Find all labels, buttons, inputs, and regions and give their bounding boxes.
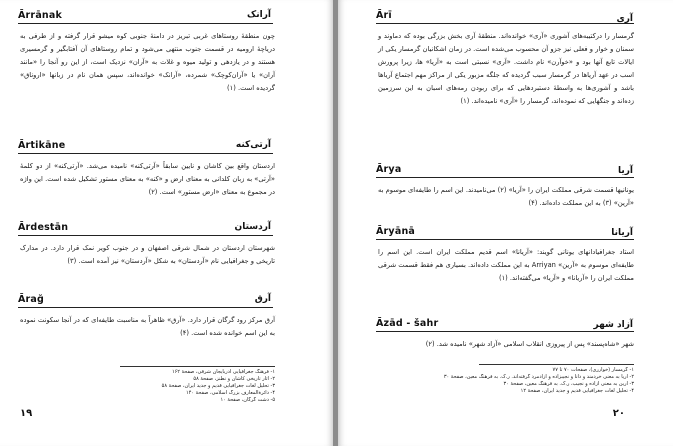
footnote: ۴- دائرةالمعارف بزرگ اسلامی، صفحهٔ ۱۴۰: [186, 390, 275, 396]
entry-heading: [0, 294, 333, 314]
entry-text: یونانیها قسمت شرقی مملکت ایران را «آریا» (۲) می‌نامیدند. این اسم را طایفه‌ای موسوم به «آرین» (۳) به این مملکت داده‌اند. (۴): [378, 186, 634, 207]
footnote: ۵- دشت گرگان، صفحهٔ ۱۰: [220, 397, 275, 403]
footnote: ۳- تحلیل لغات جغرافیایی قدیم و جدید ایران، صفحهٔ ۵۸: [161, 383, 275, 389]
entry-heading: [0, 140, 333, 160]
footnote: ۴- تحلیل لغات جغرافیایی قدیم و جدید ایران، صفحهٔ ۱۲: [520, 388, 634, 394]
page-number: ۱۹: [20, 408, 33, 419]
entry-heading: [338, 226, 673, 246]
entry-persian-title: آرتی‌کنه: [235, 140, 271, 150]
left-page: [0, 0, 333, 446]
page-number: ۲۰: [612, 408, 625, 419]
footnote: ۳- آرین به معنی آزاده و نجیب، ر.ک. به فرهنگ معین، صفحهٔ ۳۰: [503, 381, 634, 387]
entry-latin-title: Ārtikāne: [18, 140, 66, 151]
footnote-rule: [120, 366, 275, 367]
heading-rule: [376, 23, 634, 24]
heading-rule: [18, 153, 273, 154]
entry-latin-title: Ārağ: [18, 294, 45, 305]
heading-rule: [18, 23, 273, 24]
entry-text: اردستان واقع بین کاشان و نایین سابقاً «آرتی‌کنه» نامیده می‌شد. «آرتی‌کنه» از دو کلمهٔ «آرتی» به زبان کلدانی به معنای ارض و «کنه» به معنای مستور تشکیل شده است. این واژه در مجموع به معنای «ارض مستور» است. (۲): [20, 162, 275, 196]
entry-latin-title: Ārya: [376, 164, 402, 175]
entry-persian-title: آریا: [617, 166, 633, 176]
entry-heading: [338, 164, 673, 184]
entry-latin-title: Ārdestān: [18, 222, 69, 233]
footnote: ۲- آریا به معنی خردمند و دانا و نجیبزاده و آزادمرد گرفته‌اند. ر.ک. به فرهنگ معین، صفحهٔ ۳۰: [443, 374, 634, 380]
heading-rule: [376, 177, 634, 178]
entry-persian-title: آری: [616, 14, 633, 24]
entry-text: چون منطقهٔ روستاهای غربی تبریز در دامنهٔ جنوبی کوه میشو قرار گرفته و از طرفی به دریاچهٔ ارومیه در قسمت جنوب منتهی می‌شود و تمام روستاهای آن آفتابگیر و گرمسیری هستند و در یازدهی و تولید میوه و غلات به «آران» نزدیک است، از این رو آنجا را «مانند آران» یا «آران‌کوچک» شمرده، «آرانک» خوانده‌اند، سپس همان نام در زبانها «اروناق» گردیده است. (۱): [20, 32, 275, 92]
right-page: [338, 0, 673, 446]
entry-latin-title: Ārī: [376, 10, 392, 21]
entry-persian-title: آریانا: [611, 228, 633, 238]
entry-latin-title: Āryānā: [376, 226, 416, 237]
footnotes: [20, 369, 275, 404]
footnote: ۲- آثار تاریخی کاشان و نطنز، صفحهٔ ۵۸: [193, 376, 275, 382]
entry-persian-title: آرانک: [247, 10, 271, 20]
entry-text: گرمسار را درکتیبه‌های آشوری «آری» خوانده‌اند. منطقهٔ آری بخش بزرگی بوده که دماوند و سمنان و خوار و فعلی نیز جزو آن محسوب می‌شده است. در زمان اشکانیان گرمسار یکی از ایالات تابع آنها بود و «خوآرن» نام داشت. «آری» نسبتی است به «آریا» ها، زیرا پرورش اسب در عهد آریاها در گرمسار سبب گردیده که جلگه مزبور یکی از مراکز مهم اجتماع آریاها باشد و آشوری‌ها به واسطهٔ دستبردهایی که برای ربودن رمه‌های اسبان به این سرزمین زده‌اند و جنگهایی که نموده‌اند، گرمسار را «آری» نامیده‌اند. (۱): [378, 32, 634, 105]
entry-persian-title: آردستان: [234, 222, 271, 232]
entry-heading: [338, 318, 673, 338]
heading-rule: [18, 235, 273, 236]
entry-persian-title: آزاد شهر: [593, 320, 633, 330]
entry-heading: [0, 222, 333, 242]
entry-persian-title: آرق: [254, 294, 271, 304]
heading-rule: [18, 307, 273, 308]
entry-heading: [0, 0, 333, 30]
entry-heading: [338, 0, 673, 30]
entry-text: شهر «شاه‌پسند» پس از پیروزی انقلاب اسلامی «آزاد شهر» نامیده شد. (۲): [425, 340, 634, 348]
entry-text: آرق مرکز رود گرگان قرار دارد. «آرق» ظاهراً به مناسبت طایفه‌ای که در آنجا سکونت نموده به این اسم خوانده شده است. (۴): [20, 316, 275, 337]
entry-latin-title: Ārrānak: [18, 10, 63, 21]
footnotes: [378, 367, 634, 395]
entry-text: شهرستان اردستان در شمال شرقی اصفهان و در جنوب کویر نمک قرار دارد. در مدارک تاریخی و جغرافیایی نام «آردستان» به شکل «آردستان» نیز آمده است. (۳): [20, 244, 275, 265]
entry-latin-title: Āzād - šahr: [376, 318, 439, 329]
footnote-rule: [479, 364, 634, 365]
heading-rule: [376, 239, 634, 240]
entry-text: استاد جغرافیادانهای یونانی گویند: «آریانا» اسم قدیم مملکت ایران است. این اسم را طایفه‌ای موسوم به «آرین» Arriyan به این مملکت داده‌اند. بسیاری هم فقط قسمت شرقی مملکت ایران را «آریانا» و «آریا» می‌گفته‌اند. (۱): [378, 248, 634, 282]
heading-rule: [376, 331, 634, 332]
footnote: ۱- گرمسار (خوارری)، صفحات ۷۰ تا ۷۷: [552, 367, 634, 373]
footnote: ۱- فرهنگ جغرافیایی آذربایجان شرقی، صفحهٔ ۱۶۲: [171, 369, 275, 375]
